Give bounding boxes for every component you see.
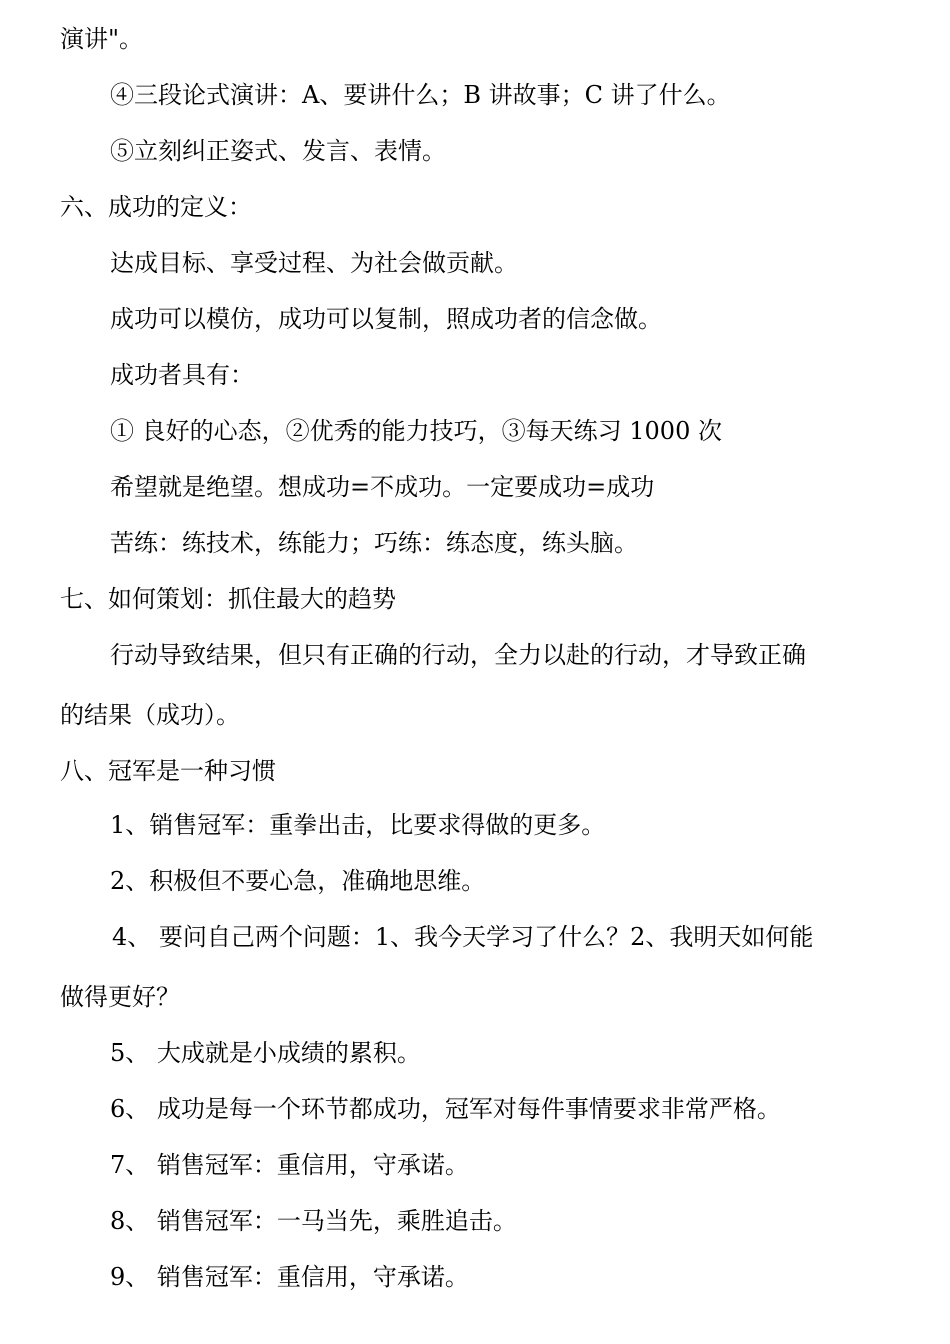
section-heading: 八、冠军是一种习惯 — [60, 757, 276, 785]
text-line: 成功者具有： — [110, 361, 254, 389]
section-heading: 六、成功的定义： — [60, 193, 252, 221]
text-line: 希望就是绝望。想成功=不成功。一定要成功=成功 — [110, 473, 655, 501]
text-line: 苦练：练技术，练能力；巧练：练态度，练头脑。 — [110, 529, 638, 557]
text-line: 的结果（成功）。 — [60, 701, 240, 729]
text-line: ④三段论式演讲：A、要讲什么；B 讲故事；C 讲了什么。 — [110, 81, 731, 109]
list-item: 1、销售冠军：重拳出击，比要求得做的更多。 — [110, 811, 606, 839]
text-line: ① 良好的心态，②优秀的能力技巧，③每天练习 1000 次 — [110, 417, 722, 445]
text-line: 做得更好？ — [60, 983, 180, 1011]
list-item: 8、 销售冠军：一马当先，乘胜追击。 — [110, 1207, 517, 1235]
text-line: 行动导致结果，但只有正确的行动，全力以赴的行动，才导致正确 — [110, 641, 806, 669]
list-item: 9、 销售冠军：重信用，守承诺。 — [110, 1263, 469, 1291]
list-item: 7、 销售冠军：重信用，守承诺。 — [110, 1151, 469, 1179]
text-line: 成功可以模仿，成功可以复制，照成功者的信念做。 — [110, 305, 662, 333]
text-line: 达成目标、享受过程、为社会做贡献。 — [110, 249, 518, 277]
text-line: 演讲"。 — [60, 25, 144, 53]
list-item: 4、 要问自己两个问题：1、我今天学习了什么？2、我明天如何能 — [112, 923, 814, 951]
list-item: 6、 成功是每一个环节都成功，冠军对每件事情要求非常严格。 — [110, 1095, 781, 1123]
section-heading: 七、如何策划：抓住最大的趋势 — [60, 585, 396, 613]
text-line: ⑤立刻纠正姿式、发言、表情。 — [110, 137, 446, 165]
list-item: 5、 大成就是小成绩的累积。 — [110, 1039, 421, 1067]
list-item: 2、积极但不要心急，准确地思维。 — [110, 867, 486, 895]
